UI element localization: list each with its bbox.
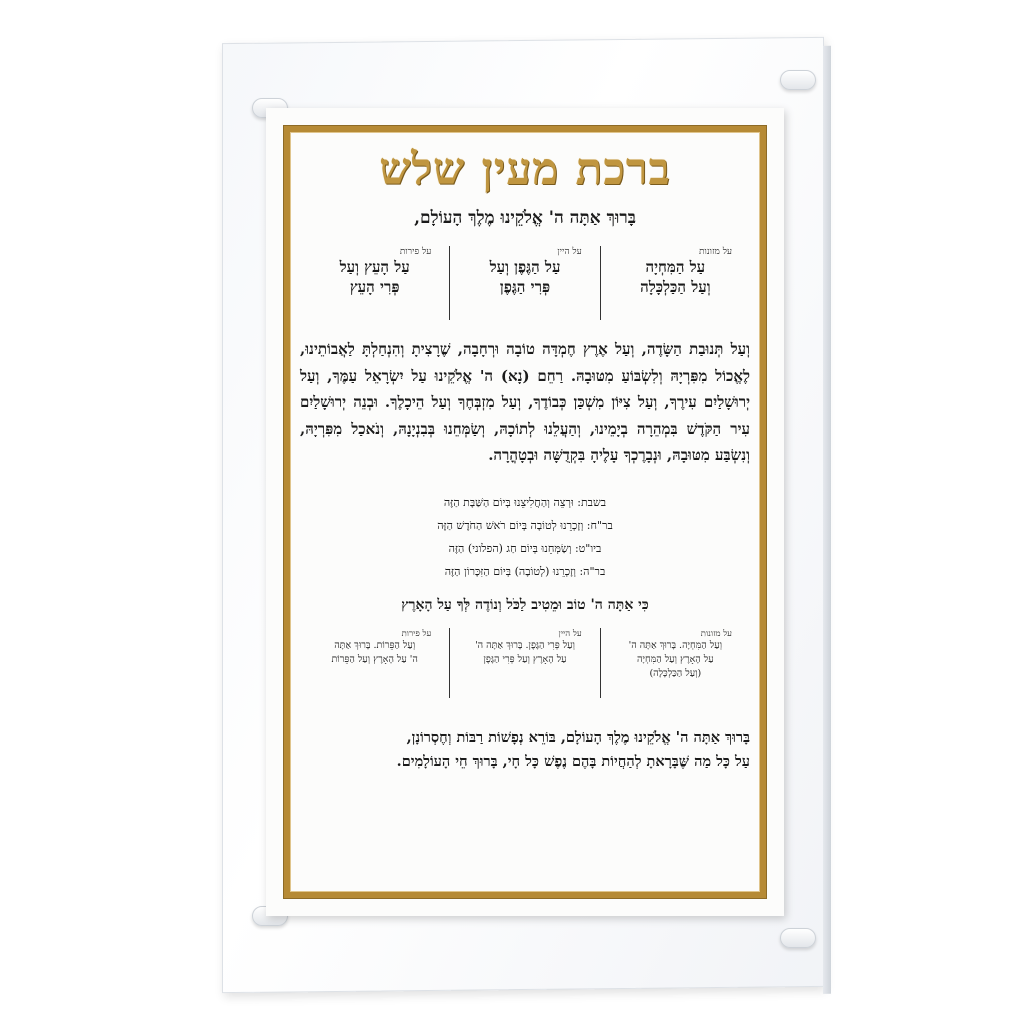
bottom-column-fruit bbox=[300, 628, 450, 698]
column-line: וְעַל פְּרִי הַגָּפֶן. בָּרוּךְ אַתָּה ה' bbox=[475, 639, 575, 651]
column-label: על פירות bbox=[399, 247, 432, 257]
column-line: עַל הָאָרֶץ וְעַל הַמִּחְיָה bbox=[637, 653, 714, 665]
special-day-line: בר"ה: וְזָכְרֵנוּ (לְטוֹבָה) בְּיוֹם הַזִּכָּרוֹן הַזֶּה bbox=[444, 564, 606, 578]
blessing-content bbox=[300, 138, 750, 886]
special-day-line: בשבת: וּרְצֵה וְהַחֲלִיצֵנוּ בְּיוֹם הַשַּׁבָּת הַזֶּה bbox=[443, 495, 607, 509]
page-title: ברכת מעין שלש bbox=[379, 144, 671, 195]
standoff-top-right bbox=[780, 70, 816, 90]
special-day-line: בר"ח: וְזָכְרֵנוּ לְטוֹבָה בְּיוֹם רֹאשׁ הַחֹדֶשׁ הַזֶּה bbox=[437, 518, 613, 532]
bottom-column-wine bbox=[450, 628, 600, 698]
bottom-column-grain bbox=[601, 628, 750, 698]
column-line: וְעַל הַכַּלְכָּלָה bbox=[640, 278, 711, 296]
standoff-bottom-right bbox=[780, 928, 816, 948]
closing-line: כִּי אַתָּה ה' טוֹב וּמֵטִיב לַכֹּל וְנוֹדֶה לְּךָ עַל הָאָרֶץ bbox=[401, 596, 649, 613]
column-line: ה' עַל הָאָרֶץ וְעַל הַפֵּרוֹת bbox=[331, 653, 418, 665]
column-line: וְעַל הַמִּחְיָה. בָּרוּךְ אַתָּה ה' bbox=[628, 639, 723, 651]
column-line: עַל הָעֵץ וְעַל bbox=[339, 258, 410, 276]
body-paragraph: וְעַל תְּנוּבַת הַשָּׂדֶה, וְעַל אֶרֶץ חֶמְדָּה טוֹבָה וּרְחָבָה, שֶׁרָצִיתָ וְהִנְחַלְתָּ לַאֲבוֹתֵינוּ, לֶאֱכוֹל מִפִּרְיָהּ וְלִשְׂבּוֹעַ מִטּוּבָהּ. רַחֵם (נָא) ה' אֱלֹקֵינוּ עַל יִשְׂרָאֵל עַמֶּךָ, וְעַל יְרוּשָׁלַיִם עִירֶךָ, וְעַל צִיּוֹן מִשְׁכַּן כְּבוֹדֶךָ, וְעַל מִזְבְּחֶךָ וְעַל הֵיכָלֶךָ. וּבְנֵה יְרוּשָׁלַיִם עִיר הַקֹּדֶשׁ בִּמְהֵרָה בְיָמֵינוּ, וְהַעֲלֵנוּ לְתוֹכָהּ, וְשַׂמְּחֵנוּ בְּבִנְיָנָהּ, וְנֹאכַל מִפִּרְיָהּ, וְנִשְׂבַּע מִטּוּבָהּ, וּנְבָרֶכְךָ עָלֶיהָ בִּקְדֻשָּׁה וּבְטָהֳרָה. bbox=[300, 340, 750, 464]
column-line: פְּרִי הָעֵץ bbox=[349, 278, 400, 296]
column-line: (וְעַל הַכַּלְכָּלָה) bbox=[649, 667, 702, 679]
column-label: על מזונות bbox=[700, 628, 732, 639]
top-column-grain bbox=[601, 246, 750, 320]
top-column-wine bbox=[450, 246, 600, 320]
top-columns bbox=[300, 246, 750, 320]
special-day-line: ביו"ט: וְשַׂמְּחֵנוּ בְּיוֹם חַג (הפלוני) הַזֶּה bbox=[448, 541, 602, 555]
column-label: על היין bbox=[557, 247, 582, 257]
column-line: עַל הָאָרֶץ וְעַל פְּרִי הַגָּפֶן bbox=[483, 653, 567, 665]
column-label: על פירות bbox=[401, 628, 432, 639]
opening-line: בָּרוּךְ אַתָּה ה' אֱלֹקֵינוּ מֶלֶךְ הָעוֹלָם, bbox=[414, 208, 636, 228]
final-blessing-line: בָּרוּךְ אַתָּה ה' אֱלֹקֵינוּ מֶלֶךְ הָעוֹלָם, בּוֹרֵא נְפָשׁוֹת רַבּוֹת וְחֶסְרוֹנָן, bbox=[406, 728, 750, 746]
column-label: על היין bbox=[558, 628, 582, 639]
final-blessing bbox=[300, 726, 750, 774]
column-line: פְּרִי הַגֶּפֶן bbox=[499, 278, 551, 296]
bottom-columns bbox=[300, 628, 750, 698]
column-line: עַל הַמִּחְיָה bbox=[645, 258, 706, 276]
column-line: וְעַל הַפֵּרוֹת. בָּרוּךְ אַתָּה bbox=[334, 639, 416, 651]
final-blessing-line: עַל כָּל מַה שֶּׁבָּרָאתָ לְהַחֲיוֹת בָּהֶם נֶפֶשׁ כָּל חָי, בָּרוּךְ חֵי הָעוֹלָמִים. bbox=[396, 752, 750, 770]
blessing-card bbox=[266, 108, 784, 916]
special-days-list bbox=[300, 491, 750, 583]
top-column-fruit bbox=[300, 246, 450, 320]
column-label: על מזונות bbox=[698, 247, 732, 257]
column-line: עַל הַגֶּפֶן וְעַל bbox=[489, 258, 561, 276]
